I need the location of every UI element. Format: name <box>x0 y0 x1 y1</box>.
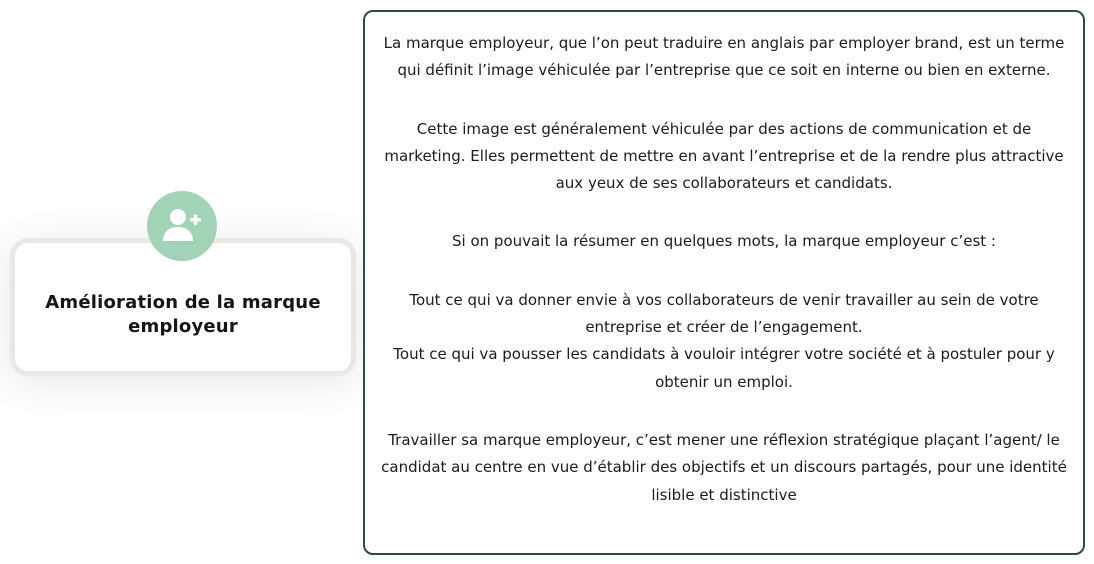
paragraph-collaborators: Tout ce qui va donner envie à vos collaborateurs de venir travailler au sein de votre entreprise et créer de l’engagement. <box>409 290 1039 337</box>
paragraph-summary-intro: Si on pouvait la résumer en quelques mots, la marque employeur c’est : <box>452 232 996 251</box>
user-plus-icon-badge <box>147 191 217 261</box>
description-box <box>363 10 1085 555</box>
card-title: Amélioration de la marque employeur <box>45 292 321 337</box>
paragraph-image: Cette image est généralement véhiculée par des actions de communication et de marketing. Elles permettent de mettre en avant l’entreprise et de la rendre plus attractive aux yeux de ses collaborateurs et candidats. <box>384 119 1064 193</box>
paragraph-candidates: Tout ce qui va pousser les candidats à vouloir intégrer votre société et à postuler pour y obtenir un emploi. <box>393 345 1055 391</box>
paragraph-definition: La marque employeur, que l’on peut traduire en anglais par employer brand, est un terme qui définit l’image véhiculée par l’entreprise que ce soit en interne ou bien en externe. <box>383 34 1065 80</box>
paragraph-strategy: Travailler sa marque employeur, c’est mener une réflexion stratégique plaçant l’agent/ le candidat au centre en vue d’établir des objectifs et un discours partagés, pour une identité lisible et distinctive <box>381 430 1067 504</box>
user-plus-icon <box>160 204 204 248</box>
